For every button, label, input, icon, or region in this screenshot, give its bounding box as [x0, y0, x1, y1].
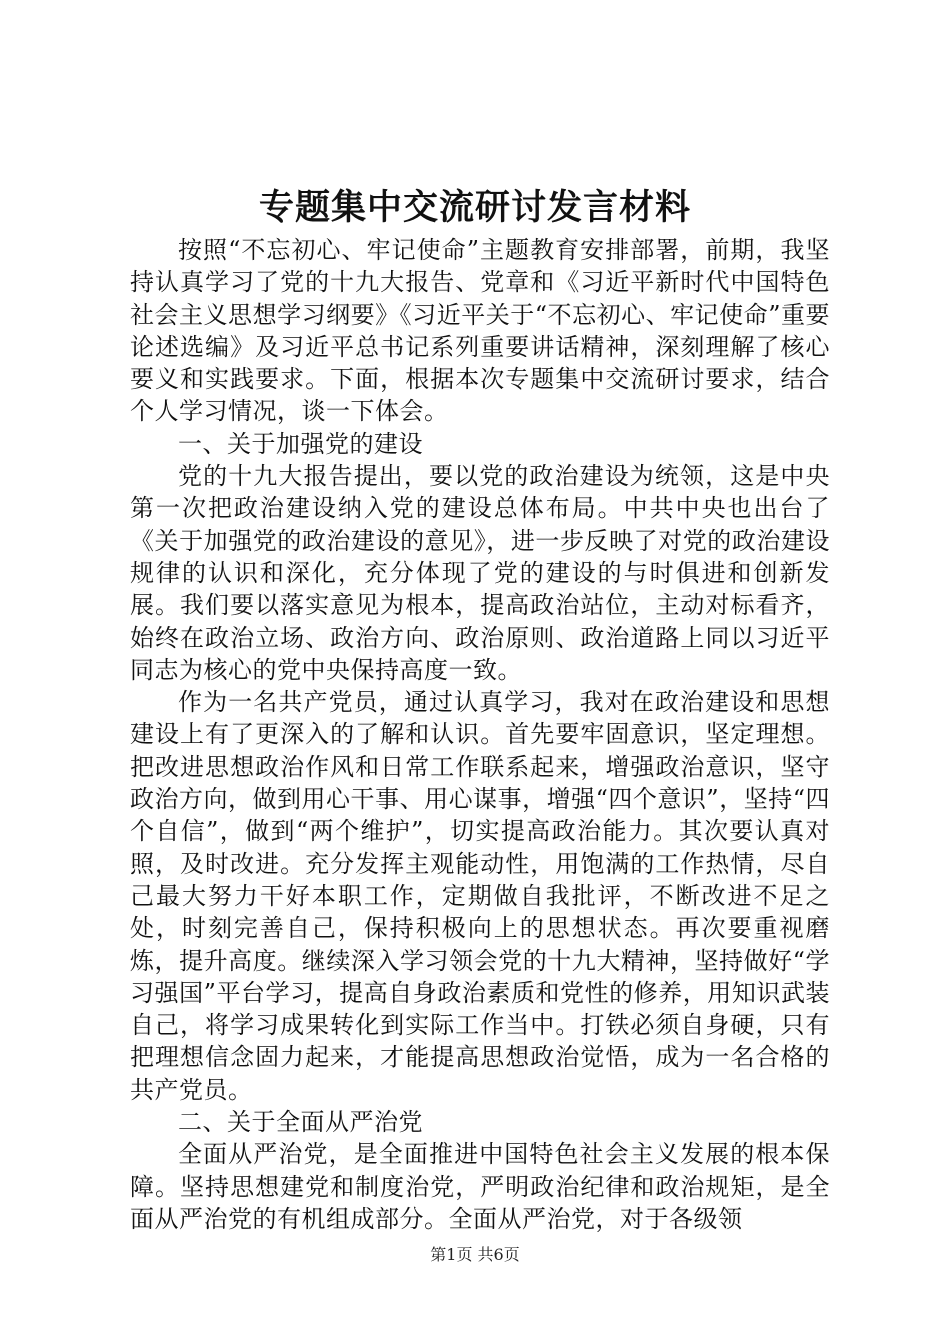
- section-1-paragraph-2: 作为一名共产党员，通过认真学习，我对在政治建设和思想建设上有了更深入的了解和认识。首先要牢固意识，坚定理想。把改进思想政治作风和日常工作联系起来，增强政治意识，坚守政治方向，做到用心干事、用心谋事，增强“四个意识”，坚持“四个自信”，做到“两个维护”，切实提高政治能力。其次要认真对照，及时改进。充分发挥主观能动性，用饱满的工作热情，尽自己最大努力干好本职工作，定期做自我批评，不断改进不足之处，时刻完善自己，保持积极向上的思想状态。再次要重视磨炼，提升高度。继续深入学习领会党的十九大精神，坚持做好“学习强国”平台学习，提高自身政治素质和党性的修养，用知识武装自己，将学习成果转化到实际工作当中。打铁必须自身硬，只有把理想信念固力起来，才能提高思想政治觉悟，成为一名合格的共产党员。: [130, 688, 830, 1104]
- section-2-paragraph-1: 全面从严治党，是全面推进中国特色社会主义发展的根本保障。坚持思想建党和制度治党，严明政治纪律和政治规矩，是全面从严治党的有机组成部分。全面从严治党，对于各级领: [130, 1140, 830, 1233]
- section-heading-1: 一、关于加强党的建设: [178, 429, 423, 458]
- intro-paragraph: 按照“不忘初心、牢记使命”主题教育安排部署，前期，我坚持认真学习了党的十九大报告、党章和《习近平新时代中国特色社会主义思想学习纲要》《习近平关于“不忘初心、牢记使命”重要论述选编》及习近平总书记系列重要讲话精神，深刻理解了核心要义和实践要求。下面，根据本次专题集中交流研讨要求，结合个人学习情况，谈一下体会。: [130, 236, 830, 426]
- section-heading-2: 二、关于全面从严治党: [178, 1108, 423, 1137]
- document-body: [130, 234, 830, 1235]
- page-footer: 第1页 共6页: [430, 1245, 520, 1264]
- document-title: 专题集中交流研讨发言材料: [258, 187, 691, 228]
- section-1-paragraph-1: 党的十九大报告提出，要以党的政治建设为统领，这是中央第一次把政治建设纳入党的建设总体布局。中共中央也出台了《关于加强党的政治建设的意见》，进一步反映了对党的政治建设规律的认识和深化，充分体现了党的建设的与时俱进和创新发展。我们要以落实意见为根本，提高政治站位，主动对标看齐，始终在政治立场、政治方向、政治原则、政治道路上同以习近平同志为核心的党中央保持高度一致。: [130, 462, 830, 684]
